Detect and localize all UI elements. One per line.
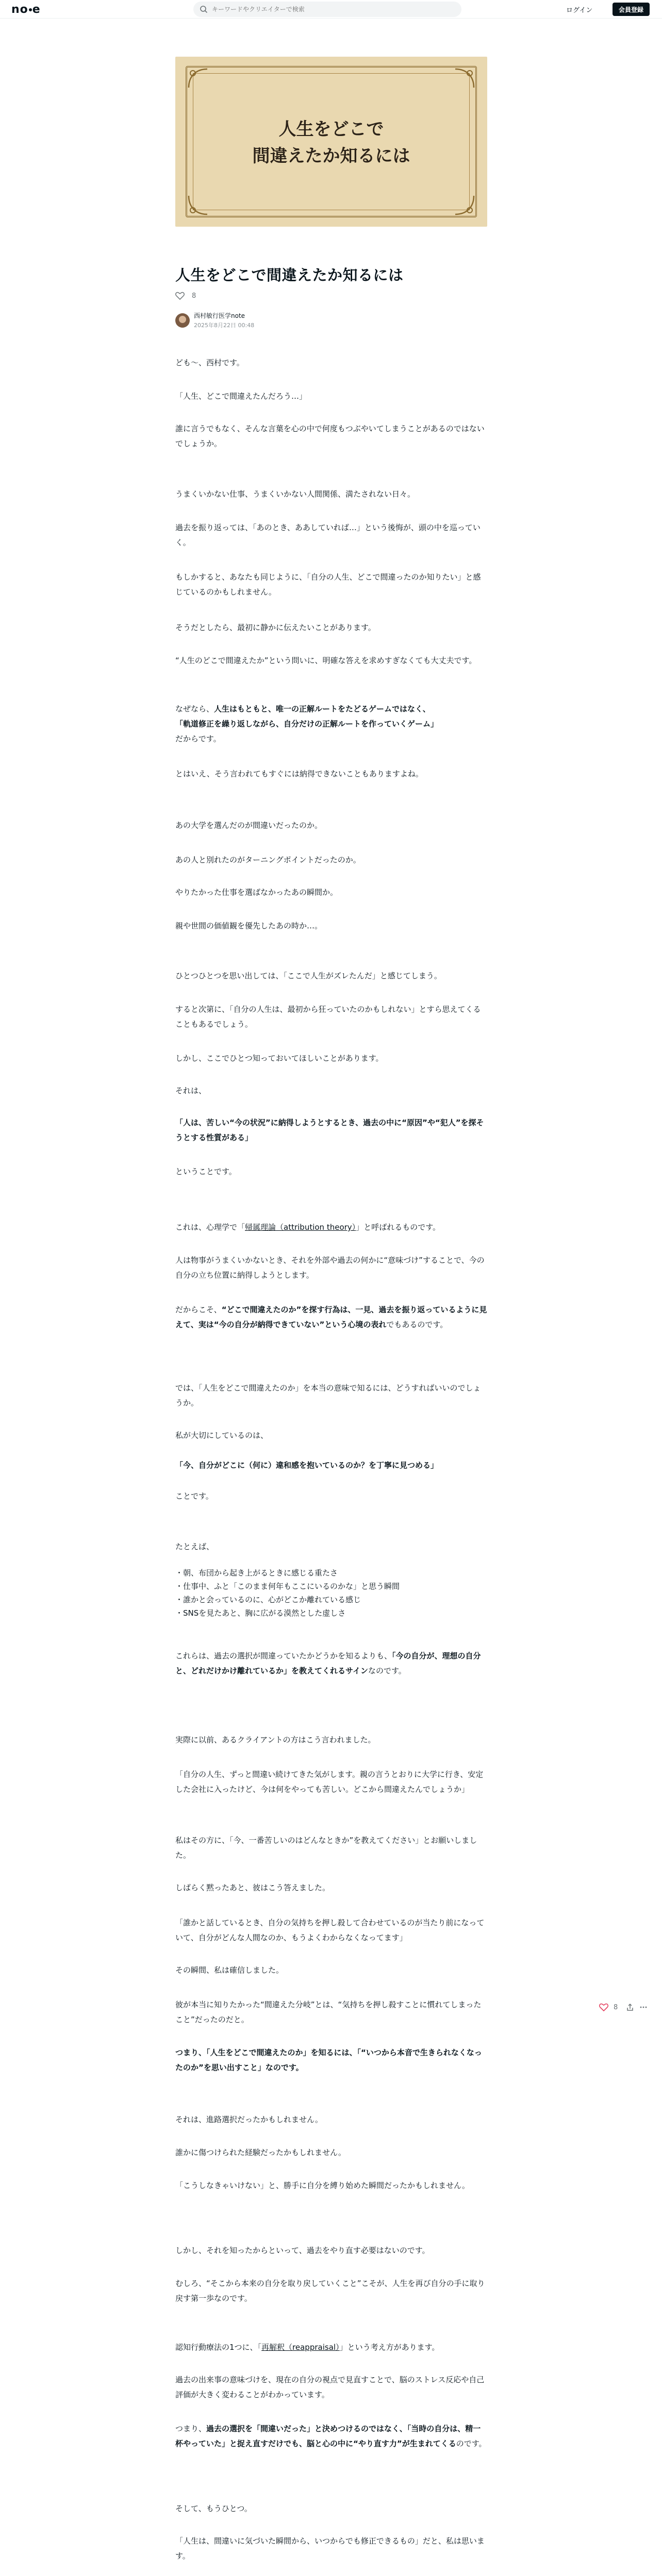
heart-icon[interactable] xyxy=(599,2003,608,2011)
paragraph: ひとつひとつを思い出しては、「ここで人生がズレたんだ」と感じてしまう。 xyxy=(175,971,442,980)
author-name[interactable]: 西村敏行医学note xyxy=(194,312,245,319)
paragraph: むしろ、“そこから本来の自分を取り戻していくこと”こそが、人生を再び自分の手に取り戻す第一歩なのです。 xyxy=(175,2279,485,2303)
avatar[interactable] xyxy=(175,313,190,328)
paragraph: あの大学を選んだのが間違いだったのか。 xyxy=(175,821,323,830)
like-count: 8 xyxy=(614,2003,618,2011)
symptom-list xyxy=(175,1566,487,1620)
login-link[interactable]: ログイン xyxy=(566,7,593,14)
paragraph xyxy=(175,1649,487,1679)
text: のです。 xyxy=(456,2439,487,2448)
paragraph: その瞬間、私は確信しました。 xyxy=(175,1965,284,1975)
paragraph: それは、進路選択だったかもしれません。 xyxy=(175,2115,323,2124)
text: 認知行動療法の1つに、「 xyxy=(175,2343,262,2352)
paragraph: 「自分の人生、ずっと間違い続けてきた気がします。親の言うとおりに大学に行き、安定した会社に入ったけど、今は何をやっても苦しい。どこから間違えたんでしょうか」 xyxy=(175,1770,484,1794)
text: つまり、 xyxy=(175,2424,207,2433)
paragraph: 親や世間の価値観を優先したあの時か…。 xyxy=(175,921,323,930)
publish-date: 2025年8月22日 00:48 xyxy=(194,322,255,329)
paragraph: 「今、自分がどこに（何に）違和感を抱いているのか？を丁寧に見つめる」 xyxy=(175,1461,439,1470)
paragraph: 過去を振り返っては、「あのとき、ああしていれば…」という後悔が、頭の中を巡っていく。 xyxy=(175,523,481,547)
text: 」という考え方があります。 xyxy=(339,2343,440,2352)
paragraph xyxy=(175,2421,487,2451)
reappraisal-link[interactable]: 再解釈（reappraisal） xyxy=(261,2343,340,2352)
text: だからこそ、 xyxy=(175,1305,222,1314)
author-block[interactable] xyxy=(175,311,254,329)
emphasis: “どこで間違えたのか”を探す行為は、一見、過去を振り返っているように見えて、実は“今の自分が納得できていない”という心境の表れ xyxy=(175,1305,487,1329)
paragraph: “人生のどこで間違えたか”という問いに、明確な答えを求めすぎなくても大丈夫です。 xyxy=(175,656,477,665)
floating-actions xyxy=(599,2003,648,2011)
paragraph: 過去の出来事の意味づけを、現在の自分の視点で見直すことで、脳のストレス反応や自己評価が大きく変わることがわかっています。 xyxy=(175,2375,485,2399)
paragraph: 私はその方に、「今、一番苦しいのはどんなときか”を教えてください」とお願いしました。 xyxy=(175,1836,477,1860)
paragraph: うまくいかない仕事、うまくいかない人間関係、満たされない日々。 xyxy=(175,489,416,499)
text: これらは、過去の選択が間違っていたかどうかを知るよりも、 xyxy=(175,1651,392,1660)
paragraph: ども～、西村です。 xyxy=(175,358,244,367)
search-icon xyxy=(200,5,208,13)
text: でもあるのです。 xyxy=(386,1320,448,1329)
paragraph: 「こうしなきゃいけない」と、勝手に自分を縛り始めた瞬間だったかもしれません。 xyxy=(175,2181,470,2190)
list-item: ・朝、布団から起き上がるときに感じる重たさ xyxy=(175,1568,338,1578)
list-item: ・誰かと会っているのに、心がどこか離れている感じ xyxy=(175,1595,361,1604)
paragraph: 「人は、苦しい“今の状況”に納得しようとするとき、過去の中に“原因”や“犯人”を探そうとする性質がある」 xyxy=(175,1118,484,1142)
paragraph: 人は物事がうまくいかないとき、それを外部や過去の何かに“意味づけ”することで、今の自分の立ち位置に納得しようとします。 xyxy=(175,1256,485,1280)
more-icon[interactable] xyxy=(639,2003,648,2011)
paragraph: たとえば、 xyxy=(175,1542,214,1551)
paragraph: あの人と別れたのがターニングポイントだったのか。 xyxy=(175,855,361,865)
text: これは、心理学で「 xyxy=(175,1223,245,1232)
paragraph: そうだとしたら、最初に静かに伝えたいことがあります。 xyxy=(175,623,376,632)
list-item: ・SNSを見たあと、胸に広がる漠然とした虚しさ xyxy=(175,1608,346,1618)
emphasis: つまり、 xyxy=(175,2048,207,2057)
paragraph: ということです。 xyxy=(175,1167,237,1176)
text: なぜなら、 xyxy=(175,704,214,714)
cover-title-line: 人生をどこで xyxy=(278,119,384,140)
text: だからです。 xyxy=(175,734,221,743)
cover-title-line: 間違えたか知るには xyxy=(252,146,410,166)
paragraph: では、「人生をどこで間違えたのか」を本当の意味で知るには、どうすればいいのでしょうか。 xyxy=(175,1383,481,1408)
site-header xyxy=(0,0,662,19)
paragraph: しかし、それを知ったからといって、過去をやり直す必要はないのです。 xyxy=(175,2246,430,2255)
paragraph: やりたかった仕事を選ばなかったあの瞬間か。 xyxy=(175,888,338,897)
search-box[interactable] xyxy=(193,2,461,17)
like-row xyxy=(175,292,196,300)
like-count: 8 xyxy=(192,292,196,300)
paragraph: 「誰かと話しているとき、自分の気持ちを押し殺して合わせているのが当たり前になっていて、自分がどんな人間なのか、もうよくわからなくなってます」 xyxy=(175,1918,485,1942)
paragraph: 彼が本当に知りたかった“間違えた分岐”とは、“気持ちを押し殺すことに慣れてしまったこと”だったのだと。 xyxy=(175,2000,482,2024)
emphasis: 「人生をどこで間違えたのか」を知るには、「“いつから本音で生きられなくなったのか”を思い出すこと」なのです。 xyxy=(175,2048,482,2072)
paragraph: すると次第に、「自分の人生は、最初から狂っていたのかもしれない」とすら思えてくることもあるでしょう。 xyxy=(175,1005,481,1029)
search-input[interactable] xyxy=(212,6,449,13)
article-title: 人生をどこで間違えたか知るには xyxy=(175,266,404,284)
paragraph: 私が大切にしているのは、 xyxy=(175,1431,269,1440)
paragraph xyxy=(175,2045,487,2075)
ornament-icon xyxy=(187,67,209,90)
emphasis: 「今の自分が、理想の自分と、どれだけかけ離れているか」を教えてくれるサイン xyxy=(175,1651,481,1675)
paragraph: もしかすると、あなたも同じように、「自分の人生、どこで間違ったのか知りたい」と感じているのかもしれません。 xyxy=(175,572,481,597)
paragraph: しかし、ここでひとつ知っておいてほしいことがあります。 xyxy=(175,1054,384,1063)
text: なのです。 xyxy=(368,1666,406,1675)
emphasis: 人生はもともと、唯一の正解ルートをたどるゲームではなく、 xyxy=(214,704,431,714)
paragraph: それは、 xyxy=(175,1086,207,1095)
paragraph xyxy=(175,2340,487,2355)
cover-image xyxy=(175,57,487,227)
ornament-icon xyxy=(187,194,209,216)
paragraph: そして、もうひとつ。 xyxy=(175,2504,252,2513)
paragraph: 「人生は、間違いに気づいた瞬間から、いつからでも修正できるもの」だと、私は思います。 xyxy=(175,2536,485,2561)
note-logo[interactable]: no e xyxy=(11,3,41,16)
emphasis: 「軌道修正を繰り返しながら、自分だけの正解ルートを作っていくゲーム」 xyxy=(175,719,439,728)
paragraph xyxy=(175,1220,487,1235)
list-item: ・仕事中、ふと「このまま何年もここにいるのかな」と思う瞬間 xyxy=(175,1582,400,1591)
paragraph: とはいえ、そう言われてもすぐには納得できないこともありますよね。 xyxy=(175,769,423,778)
signup-button[interactable]: 会員登録 xyxy=(613,3,650,16)
paragraph: 誰に言うでもなく、そんな言葉を心の中で何度もつぶやいてしまうことがあるのではないでしょうか。 xyxy=(175,424,485,448)
paragraph: 誰かに傷つけられた経験だったかもしれません。 xyxy=(175,2148,346,2157)
paragraph xyxy=(175,702,487,747)
paragraph: 「人生、どこで間違えたんだろう…」 xyxy=(175,392,307,401)
paragraph: ことです。 xyxy=(175,1492,213,1501)
ornament-icon xyxy=(453,67,476,90)
paragraph: 実際に以前、あるクライアントの方はこう言われました。 xyxy=(175,1735,376,1744)
paragraph: しばらく黙ったあと、彼はこう答えました。 xyxy=(175,1883,330,1892)
cover-title xyxy=(175,116,487,170)
heart-icon[interactable] xyxy=(175,292,185,300)
text: 」と呼ばれるものです。 xyxy=(356,1223,440,1232)
emphasis: 過去の選択を「間違いだった」と決めつけるのではなく、「当時の自分は、精一杯やっていた」と捉え直すだけでも、脳と心の中に“やり直す力”が生まれてくる xyxy=(175,2424,481,2448)
attribution-theory-link[interactable]: 帰属理論（attribution theory） xyxy=(245,1223,356,1232)
paragraph xyxy=(175,1302,487,1332)
ornament-icon xyxy=(453,194,476,216)
share-icon[interactable] xyxy=(626,2003,634,2011)
